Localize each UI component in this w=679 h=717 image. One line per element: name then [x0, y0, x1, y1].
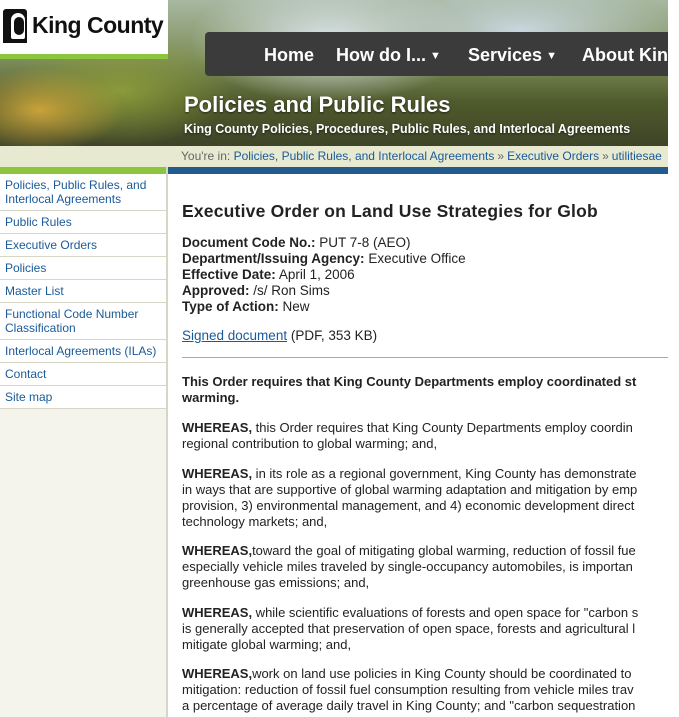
- breadcrumb-link-executive-orders[interactable]: Executive Orders: [507, 149, 600, 163]
- paragraph-line: a percentage of average daily travel in King County; and "carbon sequestration: [182, 698, 636, 713]
- breadcrumb-link-current[interactable]: utilitiesae: [611, 149, 662, 163]
- sidebar-item-site-map[interactable]: Site map: [0, 386, 166, 409]
- whereas-lead: WHEREAS,: [182, 466, 253, 481]
- paragraph-line: provision, 3) environmental management, and 4) economic development direct: [182, 498, 635, 513]
- signed-document-info: (PDF, 353 KB): [290, 328, 378, 343]
- sidebar-item-public-rules[interactable]: Public Rules: [0, 211, 166, 234]
- king-county-logo[interactable]: [0, 0, 168, 59]
- nav-how-do-i[interactable]: [336, 45, 441, 66]
- whereas-lead: WHEREAS,: [182, 666, 253, 681]
- meta-label: Department/Issuing Agency:: [182, 251, 365, 266]
- main-navbar: [205, 32, 679, 76]
- whereas-lead: WHEREAS,: [182, 420, 253, 435]
- breadcrumb-link-policies[interactable]: Policies, Public Rules, and Interlocal Agreements: [233, 149, 495, 163]
- whereas-lead: WHEREAS,: [182, 543, 253, 558]
- page-subtitle: King County Policies, Procedures, Public Rules, and Interlocal Agreements: [184, 122, 631, 136]
- sidebar: [0, 167, 168, 717]
- breadcrumb-label: You're in:: [181, 149, 231, 163]
- sidebar-item-executive-orders[interactable]: Executive Orders: [0, 234, 166, 257]
- whereas-paragraph: [182, 466, 637, 530]
- paragraph-line: in its role as a regional government, King County has demonstrate: [252, 466, 637, 481]
- site-header: [0, 0, 679, 146]
- paragraph-line: technology markets; and,: [182, 514, 328, 529]
- sidebar-item-master-list[interactable]: Master List: [0, 280, 166, 303]
- paragraph-line: especially vehicle miles traveled by single-occupancy automobiles, is importan: [182, 559, 633, 574]
- document-metadata: [182, 235, 466, 315]
- paragraph-line: in ways that are supportive of global warming adaptation and mitigation by emp: [182, 482, 638, 497]
- breadcrumb: [0, 146, 668, 167]
- content-accent-bar: [168, 167, 668, 174]
- chevron-down-icon: ▼: [430, 50, 441, 62]
- page-title: Policies and Public Rules: [184, 92, 451, 117]
- sidebar-item-policies-public-rules[interactable]: Policies, Public Rules, and Interlocal Agreements: [0, 174, 166, 211]
- meta-label: Effective Date:: [182, 267, 276, 282]
- meta-label: Document Code No.:: [182, 235, 316, 250]
- logo-text: King County: [32, 12, 164, 38]
- paragraph-line: mitigate global warming; and,: [182, 637, 352, 652]
- sidebar-item-contact[interactable]: Contact: [0, 363, 166, 386]
- whereas-paragraph: [182, 420, 633, 452]
- meta-label: Type of Action:: [182, 299, 279, 314]
- nav-how-do-i-label: How do I...: [336, 45, 426, 65]
- paragraph-line: toward the goal of mitigating global warming, reduction of fossil fue: [252, 543, 636, 558]
- nav-services[interactable]: [468, 45, 557, 66]
- meta-value: /s/ Ron Sims: [253, 283, 330, 298]
- sidebar-item-interlocal-agreements[interactable]: Interlocal Agreements (ILAs): [0, 340, 166, 363]
- paragraph-line: this Order requires that King County Departments employ coordin: [252, 420, 633, 435]
- meta-row: [182, 267, 466, 283]
- nav-home[interactable]: Home: [264, 45, 315, 65]
- sidebar-accent-bar: [0, 167, 166, 174]
- nav-services-label: Services: [468, 45, 543, 65]
- paragraph-line: while scientific evaluations of forests and open space for "carbon s: [252, 605, 639, 620]
- meta-row: [182, 235, 466, 251]
- meta-value: PUT 7-8 (AEO): [319, 235, 411, 250]
- summary-line: warming.: [182, 390, 240, 405]
- mlk-logo-icon: [3, 9, 27, 43]
- whereas-paragraph: [182, 605, 638, 653]
- meta-row: [182, 251, 466, 267]
- meta-value: New: [282, 299, 310, 314]
- sidebar-item-functional-code[interactable]: Functional Code Number Classification: [0, 303, 166, 340]
- divider: [182, 357, 668, 358]
- paragraph-line: is generally accepted that preservation of open space, forests and agricultural l: [182, 621, 636, 636]
- signed-document-link[interactable]: Signed document: [182, 328, 288, 343]
- whereas-paragraph: [182, 543, 636, 591]
- paragraph-line: work on land use policies in King County should be coordinated to: [252, 666, 632, 681]
- meta-row: [182, 299, 466, 315]
- breadcrumb-separator: »: [602, 149, 609, 163]
- whereas-lead: WHEREAS,: [182, 605, 253, 620]
- paragraph-line: greenhouse gas emissions; and,: [182, 575, 370, 590]
- meta-row: [182, 283, 466, 299]
- meta-value: April 1, 2006: [278, 267, 355, 282]
- document-title: Executive Order on Land Use Strategies for Glob: [182, 201, 598, 221]
- breadcrumb-separator: »: [497, 149, 505, 163]
- meta-value: Executive Office: [368, 251, 466, 266]
- main-content: [182, 174, 668, 717]
- paragraph-line: mitigation: reduction of fossil fuel consumption resulting from vehicle miles trav: [182, 682, 634, 697]
- chevron-down-icon: ▼: [546, 50, 557, 62]
- whereas-paragraph: [182, 666, 635, 714]
- paragraph-line: regional contribution to global warming; and,: [182, 436, 438, 451]
- summary-line: This Order requires that King County Departments employ coordinated st: [182, 374, 637, 389]
- signed-document-line: [182, 328, 377, 343]
- meta-label: Approved:: [182, 283, 250, 298]
- nav-about[interactable]: About King: [582, 45, 679, 65]
- summary-paragraph: [182, 374, 636, 406]
- sidebar-item-policies[interactable]: Policies: [0, 257, 166, 280]
